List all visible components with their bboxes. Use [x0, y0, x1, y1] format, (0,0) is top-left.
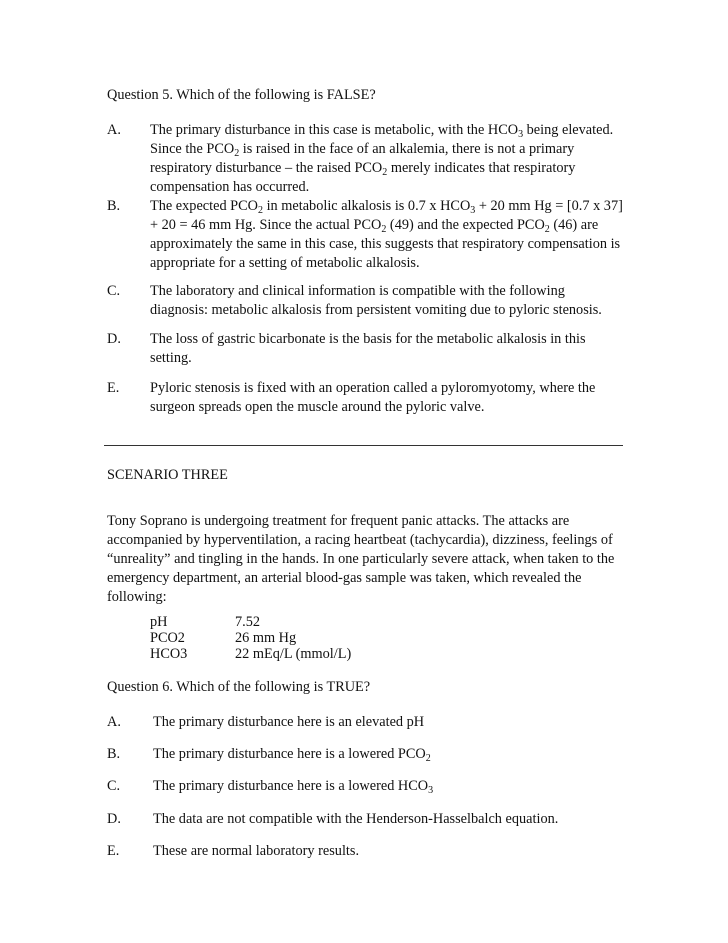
horizontal-divider: [104, 445, 623, 446]
scenario-title: SCENARIO THREE: [107, 467, 228, 483]
lab-value: 26 mm Hg: [235, 630, 297, 646]
option-letter: D.: [107, 811, 121, 827]
option-text: The laboratory and clinical information is compatible with the following diagnosis: metabolic alkalosis from persistent vomiting due to pyloric stenosis.: [150, 283, 602, 318]
option-letter: C.: [107, 778, 121, 794]
question-6-header: Question 6. Which of the following is TRUE?: [107, 679, 371, 695]
option-letter: A.: [107, 714, 121, 730]
lab-value: 22 mEq/L (mmol/L): [235, 646, 352, 662]
option-text: The data are not compatible with the Henderson-Hasselbalch equation.: [153, 811, 559, 827]
option-text: These are normal laboratory results.: [153, 843, 360, 859]
option-text: Pyloric stenosis is fixed with an operation called a pyloromyotomy, where the surgeon spreads open the muscle around the pyloric valve.: [150, 380, 596, 415]
option-text: The primary disturbance in this case is metabolic, with the $HCO_3$ being elevated. Since the $PCO_2$ is raised in the face of an alkalemia, there is not a primary respiratory disturbance – the raised $PCO_2$ merely indicates that respiratory compensation has occurred.: [150, 122, 614, 195]
option-letter: E.: [107, 380, 120, 396]
lab-key: pH: [150, 614, 168, 630]
option-letter: B.: [107, 746, 121, 762]
option-text: The primary disturbance here is a lowered $PCO_2$: [153, 746, 431, 764]
option-text: The primary disturbance here is an elevated pH: [153, 714, 425, 730]
lab-value: 7.52: [235, 614, 261, 630]
scenario-text: Tony Soprano is undergoing treatment for frequent panic attacks. The attacks are accompanied by hyperventilation, a racing heartbeat (tachycardia), dizziness, feelings of “unreality” and tingling in the hands. In one particularly severe attack, when taken to the emergency department, an arterial blood-gas sample was taken, which revealed the following:: [107, 513, 615, 605]
lab-key: HCO3: [150, 646, 188, 662]
option-letter: C.: [107, 283, 121, 299]
option-text: The loss of gastric bicarbonate is the basis for the metabolic alkalosis in this setting.: [150, 331, 586, 366]
option-letter: B.: [107, 198, 121, 214]
question-5-header: Question 5. Which of the following is FALSE?: [107, 87, 376, 103]
lab-key: PCO2: [150, 630, 185, 646]
option-text: The expected $PCO_2$ in metabolic alkalosis is 0.7 x $HCO_3 + 20$ mm Hg = [0.7 x 37] + 20 = 46 mm Hg. Since the actual $PCO_2$ (49) and the expected $PCO_2$ (46) are approximately the same in this case, this suggests that respiratory compensation is appropriate for a setting of metabolic alkalosis.: [150, 198, 623, 271]
option-letter: A.: [107, 122, 121, 138]
option-text: The primary disturbance here is a lowered $HCO_3$: [153, 778, 434, 796]
option-letter: E.: [107, 843, 120, 859]
option-letter: D.: [107, 331, 121, 347]
